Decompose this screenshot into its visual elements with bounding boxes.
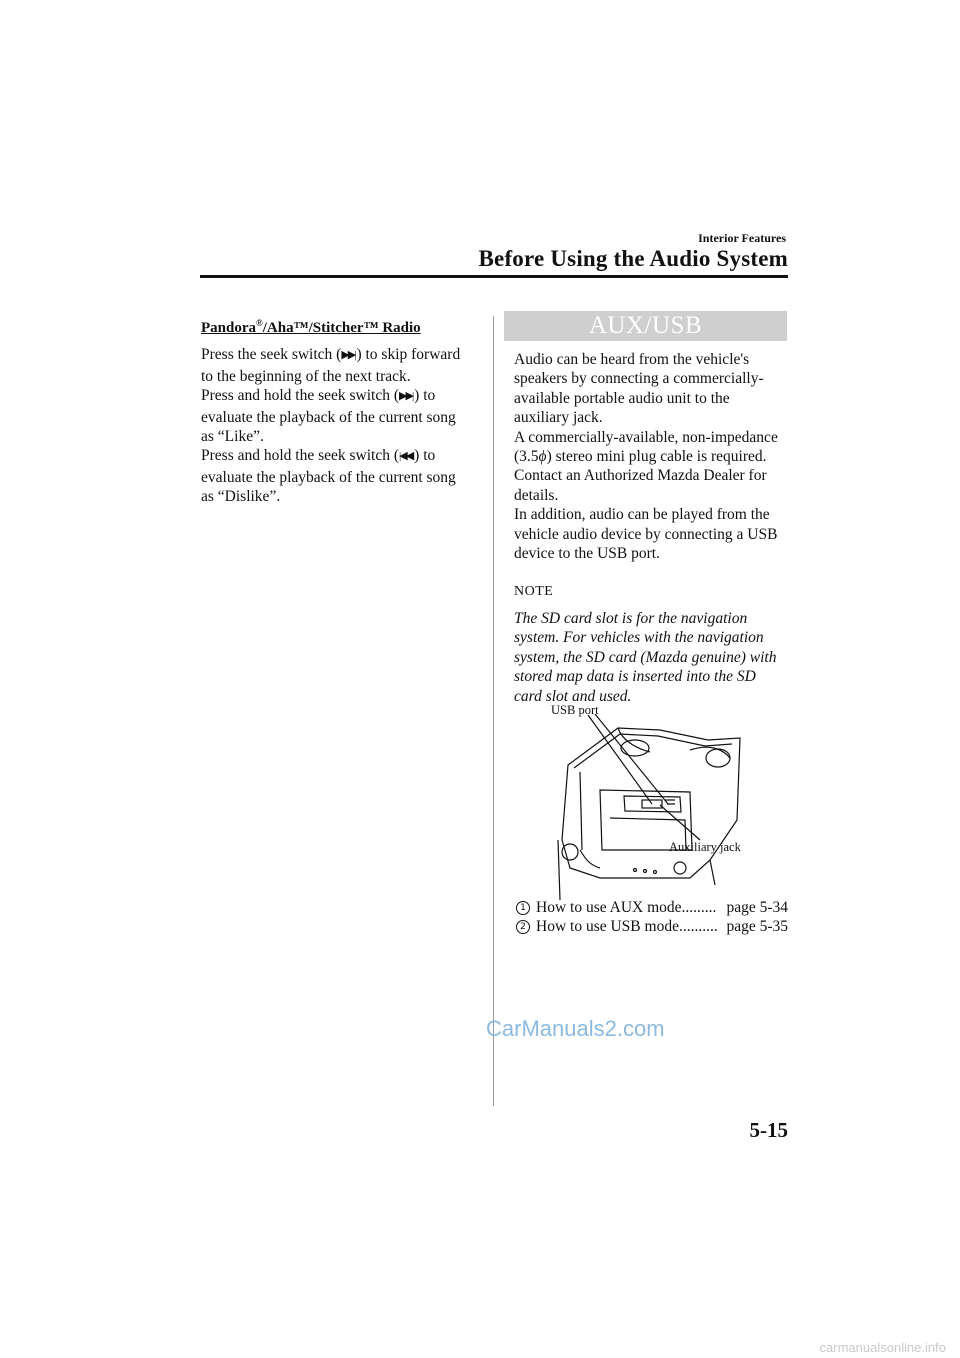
note-text: The SD card slot is for the navigation system. For vehicles with the navigation system, the SD card (Mazda genuine) with stored map data is inserted into the SD card slot and used. <box>514 609 777 705</box>
header-title: Before Using the Audio System <box>478 246 788 271</box>
seek-forward-icon: ▶▶| <box>341 349 355 362</box>
paragraph-cable: A commercially-available, non-impedance (3.5ϕ) stereo mini plug cable is required. <box>514 428 778 466</box>
header-section-label: Interior Features <box>698 231 786 245</box>
cross-reference-list <box>516 898 788 936</box>
usb-port-callout: USB port <box>551 703 599 717</box>
page-number: 5-15 <box>749 1118 788 1142</box>
section-title-band: AUX/USB <box>504 311 787 341</box>
number-1-icon: 1 <box>516 901 530 915</box>
auxiliary-jack-callout: Auxiliary jack <box>669 840 741 854</box>
watermark: CarManuals2.com <box>486 1016 665 1041</box>
seek-back-icon: |◀◀ <box>399 450 413 463</box>
column-divider <box>493 316 494 1106</box>
seek-forward-icon: ▶▶| <box>399 390 413 403</box>
header-rule <box>200 275 788 278</box>
xref-aux[interactable]: 1 How to use AUX mode ......... page 5-34 <box>516 898 788 917</box>
paragraph-skip-forward: Press the seek switch (▶▶| ) to skip forward to the beginning of the next track. <box>201 346 461 385</box>
console-illustration <box>540 700 755 900</box>
number-2-icon: 2 <box>516 920 530 934</box>
paragraph-usb: In addition, audio can be played from the vehicle audio device by connecting a USB device to the USB port. <box>514 506 778 563</box>
xref-usb[interactable]: 2 How to use USB mode .......... page 5-35 <box>516 917 788 936</box>
diameter-symbol: ϕ <box>538 448 547 466</box>
paragraph-dealer: Contact an Authorized Mazda Dealer for details. <box>514 467 767 504</box>
paragraph-like: Press and hold the seek switch (▶▶| ) to evaluate the playback of the current song as “Like”. <box>201 387 456 446</box>
left-column <box>201 314 471 507</box>
right-column <box>514 350 784 706</box>
subsection-heading: Pandora®/Aha™/Stitcher™ Radio <box>201 318 421 336</box>
note-label: NOTE <box>514 584 554 600</box>
paragraph-dislike: Press and hold the seek switch (|◀◀ ) to evaluate the playback of the current song as “Dislike”. <box>201 447 456 506</box>
footer-watermark: carmanualsonline.info <box>819 1340 946 1355</box>
paragraph-aux-intro: Audio can be heard from the vehicle's speakers by connecting a commercially-available portable audio unit to the auxiliary jack. <box>514 351 764 427</box>
